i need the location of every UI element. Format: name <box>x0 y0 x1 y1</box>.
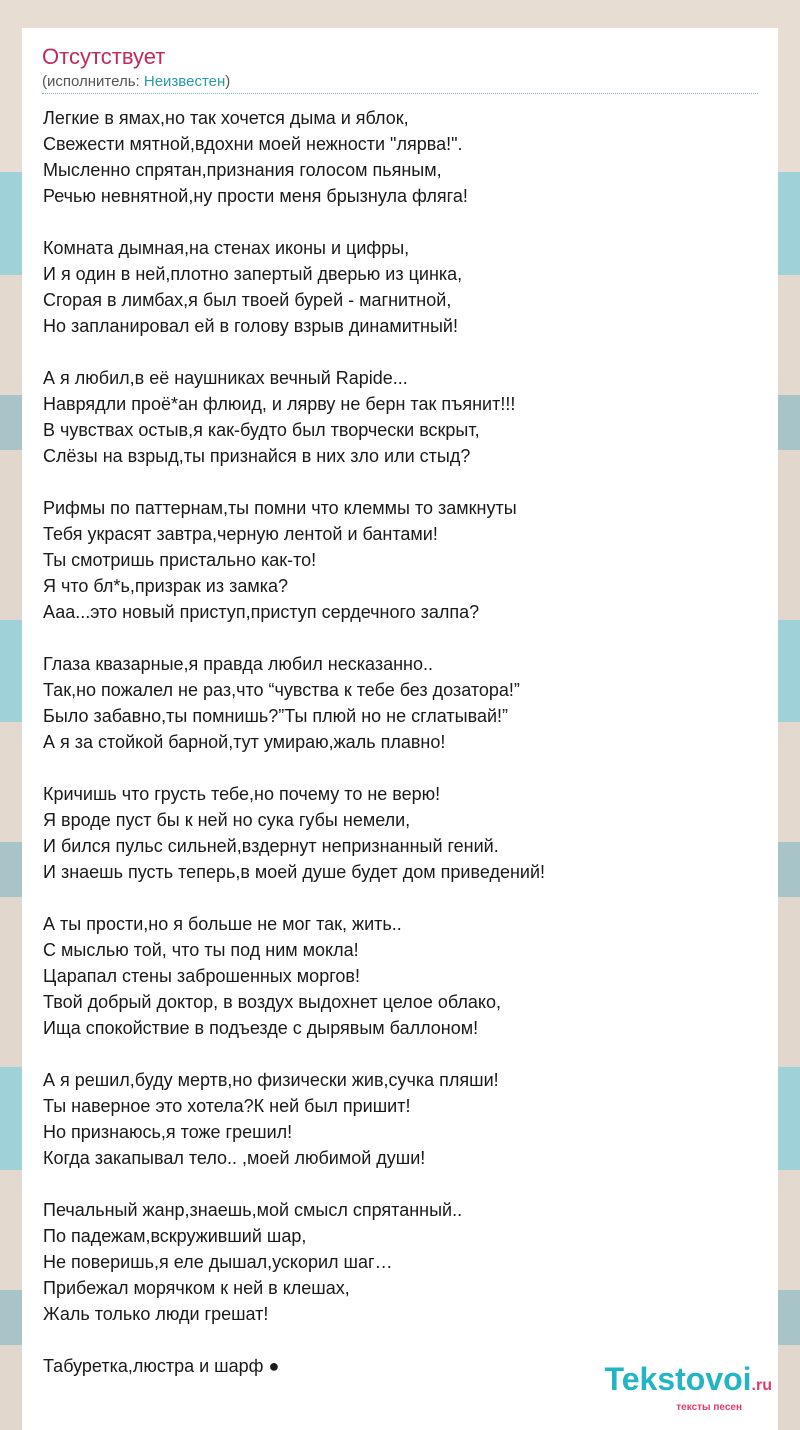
lyric-line: В чувствах остыв,я как-будто был творчески вскрыт, <box>43 420 480 440</box>
lyrics-stanza <box>43 1067 763 1171</box>
lyric-line: Слёзы на взрыд,ты признайся в них зло или стыд? <box>43 446 471 466</box>
lyrics-stanza <box>43 235 763 339</box>
lyric-line: Кричишь что грусть тебе,но почему то не верю! <box>43 784 441 804</box>
lyric-line: Табуретка,люстра и шарф ● <box>43 1356 280 1376</box>
logo-domain: .ru <box>751 1377 772 1394</box>
site-logo[interactable] <box>605 1362 772 1413</box>
lyric-line: Твой добрый доктор, в воздух выдохнет целое облако, <box>43 992 501 1012</box>
lyrics-stanza <box>43 651 763 755</box>
lyric-line: И знаешь пусть теперь,в моей душе будет дом приведений! <box>43 862 546 882</box>
logo-wordmark <box>605 1362 772 1403</box>
lyric-line: Я вроде пуст бы к ней но сука губы немели, <box>43 810 411 830</box>
artist-link[interactable]: Неизвестен <box>143 73 226 90</box>
artist-prefix: (исполнитель: <box>42 73 144 90</box>
lyric-line: Мысленно спрятан,признания голосом пьяным, <box>43 160 442 180</box>
lyric-line: Но признаюсь,я тоже грешил! <box>43 1122 293 1142</box>
lyric-line: Тебя украсят завтра,черную лентой и бантами! <box>43 524 438 544</box>
lyrics-stanza <box>43 1197 763 1327</box>
lyrics-stanza <box>43 781 763 885</box>
logo-main-text: Tekstovoi <box>604 1361 752 1397</box>
lyric-line: Рифмы по паттернам,ты помни что клеммы то замкнуты <box>43 498 517 518</box>
lyric-line: Комната дымная,на стенах иконы и цифры, <box>43 238 410 258</box>
lyric-line: Царапал стены заброшенных моргов! <box>43 966 360 986</box>
lyric-line: Так,но пожалел не раз,что “чувства к тебе без дозатора!” <box>43 680 520 700</box>
lyric-line: Но запланировал ей в голову взрыв динамитный! <box>43 316 458 336</box>
lyric-line: Жаль только люди грешат! <box>43 1304 269 1324</box>
lyric-line: Когда закапывал тело.. ,моей любимой души! <box>43 1148 426 1168</box>
lyrics-stanza <box>43 105 763 209</box>
lyric-line: А я за стойкой барной,тут умираю,жаль плавно! <box>43 732 446 752</box>
lyric-line: Речью невнятной,ну прости меня брызнула фляга! <box>43 186 468 206</box>
lyric-line: Не поверишь,я еле дышал,ускорил шаг… <box>43 1252 393 1272</box>
lyric-line: Ты смотришь пристально как-то! <box>43 550 317 570</box>
logo-subtitle: тексты песен <box>676 1402 742 1413</box>
lyric-line: Ааа...это новый приступ,приступ сердечного залпа? <box>43 602 480 622</box>
artist-line <box>42 73 758 94</box>
lyric-line: Наврядли проё*ан флюид, и лярву не берн так пъянит!!! <box>43 394 516 414</box>
lyric-line: По падежам,вскруживший шар, <box>43 1226 307 1246</box>
lyric-line: Печальный жанр,знаешь,мой смысл спрятанный.. <box>43 1200 463 1220</box>
lyric-line: Легкие в ямах,но так хочется дыма и яблок, <box>43 108 409 128</box>
lyric-line: Свежести мятной,вдохни моей нежности "лярва!". <box>43 134 463 154</box>
lyrics-stanza <box>43 365 763 469</box>
lyric-line: Сгорая в лимбах,я был твоей бурей - магнитной, <box>43 290 452 310</box>
lyric-line: Я что бл*ь,призрак из замка? <box>43 576 289 596</box>
lyric-line: А я решил,буду мертв,но физически жив,сучка пляши! <box>43 1070 499 1090</box>
lyric-line: И бился пульс сильней,вздернут непризнанный гений. <box>43 836 499 856</box>
lyric-line: А ты прости,но я больше не мог так, жить.. <box>43 914 402 934</box>
lyric-line: Прибежал морячком к ней в клешах, <box>43 1278 350 1298</box>
lyrics-stanza <box>43 495 763 625</box>
lyrics-stanza <box>43 911 763 1041</box>
lyric-line: Ты наверное это хотела?К ней был пришит! <box>43 1096 411 1116</box>
lyric-line: А я любил,в её наушниках вечный Rapide... <box>43 368 408 388</box>
lyric-line: Было забавно,ты помнишь?”Ты плюй но не сглатывай!” <box>43 706 509 726</box>
lyric-line: И я один в ней,плотно запертый дверью из цинка, <box>43 264 463 284</box>
lyric-line: Ища спокойствие в подъезде с дырявым баллоном! <box>43 1018 479 1038</box>
lyric-line: С мыслью той, что ты под ним мокла! <box>43 940 359 960</box>
lyric-line: Глаза квазарные,я правда любил несказанно.. <box>43 654 433 674</box>
song-title: Отсутствует <box>42 44 166 69</box>
artist-suffix: ) <box>225 73 231 90</box>
lyrics-body <box>43 105 763 1405</box>
